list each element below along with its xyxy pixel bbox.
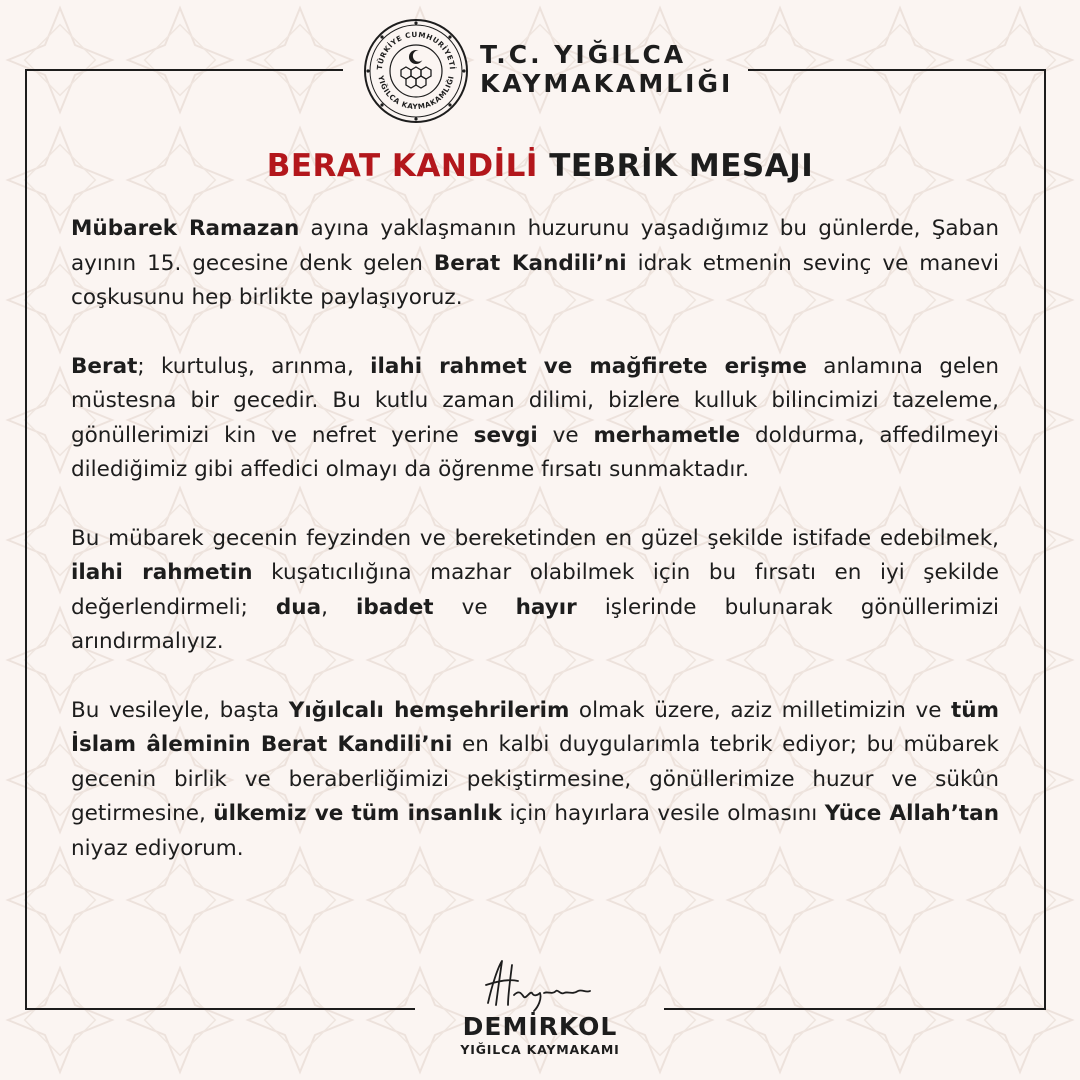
text-segment: ; kurtuluş, arınma, [137,353,371,379]
text-segment: kuşatıcılığına mazhar olabilmek için bu fırsatı en iyi şekilde değerlendirmeli; [71,560,999,620]
bold-phrase: Berat Kandili’ni [433,250,627,276]
frame-top-right [748,69,1046,71]
title-rest: TEBRİK MESAJI [549,148,814,184]
bold-phrase: ilahi rahmet ve mağfirete erişme [370,353,807,379]
bold-phrase: dua [275,594,322,620]
bold-phrase: Mübarek Ramazan [71,216,300,241]
page-title [0,148,1080,184]
text-segment: niyaz ediyorum. [71,835,244,861]
organization-line-2: KAYMAKAMLIĞI [480,69,734,98]
message-body [71,212,999,900]
frame-right [1044,69,1046,1010]
seal-emblem-icon [362,17,470,125]
frame-bottom-left [25,1008,415,1010]
bold-phrase: hayır [515,594,577,620]
bold-phrase: sevgi [473,422,538,448]
text-segment: doldurma, affedilmeyi dilediğimiz gibi affedici olmayı da öğrenme fırsatı sunmaktadır. [71,422,1000,482]
text-segment: ve [537,422,594,448]
frame-top-left [25,69,343,71]
title-highlight: BERAT KANDİLİ [266,148,538,184]
bold-phrase: Yüce Allah’tan [824,801,999,826]
bold-phrase: merhametle [593,422,741,448]
text-segment: ayına yaklaşmanın huzurunu yaşadığımız bu günlerde, Şaban ayının 15. gecesine denk gelen [71,216,999,276]
seal-ring-top: TÜRKİYE CUMHURİYETİ [374,29,458,71]
text-segment: için hayırlara vesile olmasını [501,801,825,826]
message-paragraph [71,694,999,867]
bold-phrase: Berat [71,353,138,379]
text-segment: Bu mübarek gecenin feyzinden ve bereketinden en güzel şekilde istifade edebilmek, [71,525,999,551]
organization-line-1: T.C. YIĞILCA [480,40,687,69]
bold-phrase: ibadet [356,594,434,620]
organization-name [480,40,733,98]
text-segment: ve [433,594,516,620]
signer-title: YIĞILCA KAYMAKAMI [460,1042,620,1057]
signer-name: DEMİRKOL [462,1012,618,1041]
message-paragraph [71,212,999,316]
seal-ring-bottom: YIĞILCA KAYMAKAMLIĞI [376,74,456,112]
text-segment: işlerinde bulunarak gönüllerimizi arındırmalıyız. [71,594,999,654]
bold-phrase: tüm İslam âleminin Berat Kandili’ni [71,697,999,757]
text-segment: , [321,594,357,620]
bold-phrase: Yığılcalı hemşehrilerim [288,697,570,723]
frame-bottom-right [664,1008,1046,1010]
message-paragraph [71,350,999,488]
text-segment: en kalbi duygularımla tebrik ediyor; bu mübarek gecenin birlik ve beraberliğimizi pekiştirmesine, gönüllerimize huzur ve sükûn getirmesine, [71,732,999,826]
bold-phrase: ülkemiz ve tüm insanlık [213,801,502,826]
message-paragraph [71,522,999,660]
text-segment: idrak etmenin sevinç ve manevi coşkusunu hep birlikte paylaşıyoruz. [71,250,999,310]
bold-phrase: ilahi rahmetin [71,560,253,585]
text-segment: anlamına gelen müstesna bir gecedir. Bu kutlu zaman dilimi, bizlere kulluk bilincimizi tazeleme, gönüllerimizi kin ve nefret yerine [71,353,1000,448]
frame-left [25,69,27,1010]
text-segment: Bu vesileyle, başta [71,697,289,723]
handwritten-signature-icon [478,955,598,1013]
text-segment: olmak üzere, aziz milletimizin ve [569,697,951,723]
